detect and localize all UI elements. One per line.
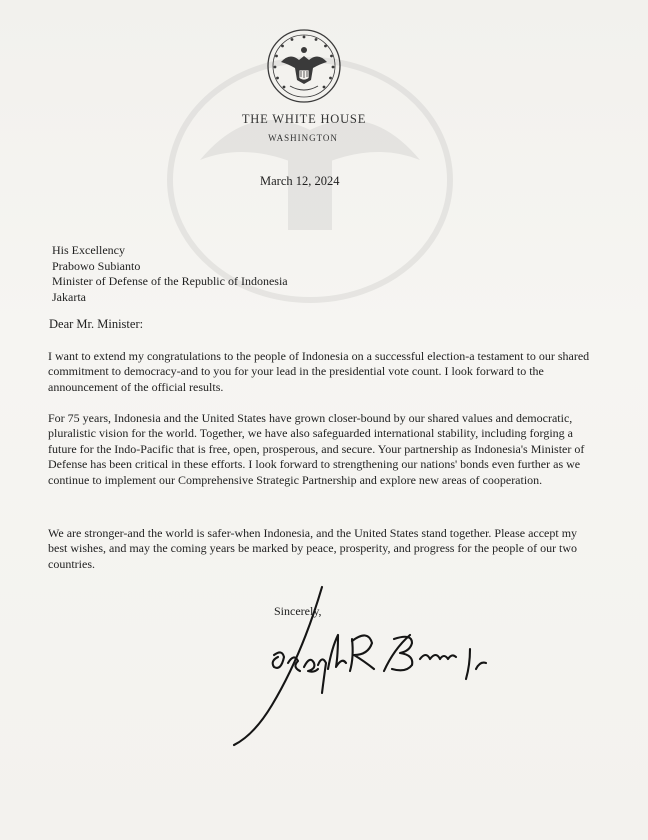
recipient-line: Jakarta	[52, 289, 86, 304]
handwritten-signature-icon	[224, 585, 494, 755]
recipient-line: His Excellency	[52, 243, 125, 257]
body-paragraph-3: We are stronger-and the world is safer-when Indonesia, and the United States stand together. Please accept my best wishes, and may the coming years be marked by peace, prosperity, and progress for the people of our two countries.	[48, 526, 578, 571]
recipient-line: Minister of Defense of the Republic of Indonesia	[52, 274, 288, 288]
recipient-line: Prabowo Subianto	[52, 258, 141, 273]
closing: Sincerely,	[274, 604, 322, 618]
recipient-address	[52, 243, 288, 305]
body-paragraph-1: I want to extend my congratulations to the people of Indonesia on a successful election-a testament to our shared commitment to democracy-and to you for your lead in the presidential vote count. I look forward to the announcement of the official results.	[48, 349, 590, 394]
salutation: Dear Mr. Minister:	[49, 317, 144, 331]
presidential-seal-icon	[266, 28, 342, 104]
letterhead-subtitle: WASHINGTON	[268, 133, 338, 143]
letterhead-title: THE WHITE HOUSE	[241, 112, 367, 126]
body-paragraph-2: For 75 years, Indonesia and the United States have grown closer-bound by our shared values and democratic, pluralistic vision for the world. Together, we have also safeguarded international stability, including forging a future for the Indo-Pacific that is free, open, prosperous, and secure. Your partnership as Indonesia's Minister of Defense has been critical in these efforts. I look forward to strengthening our nations' bonds even further as we continue to implement our Comprehensive Strategic Partnership and explore new areas of cooperation.	[48, 411, 585, 487]
letter-date: March 12, 2024	[260, 174, 340, 188]
